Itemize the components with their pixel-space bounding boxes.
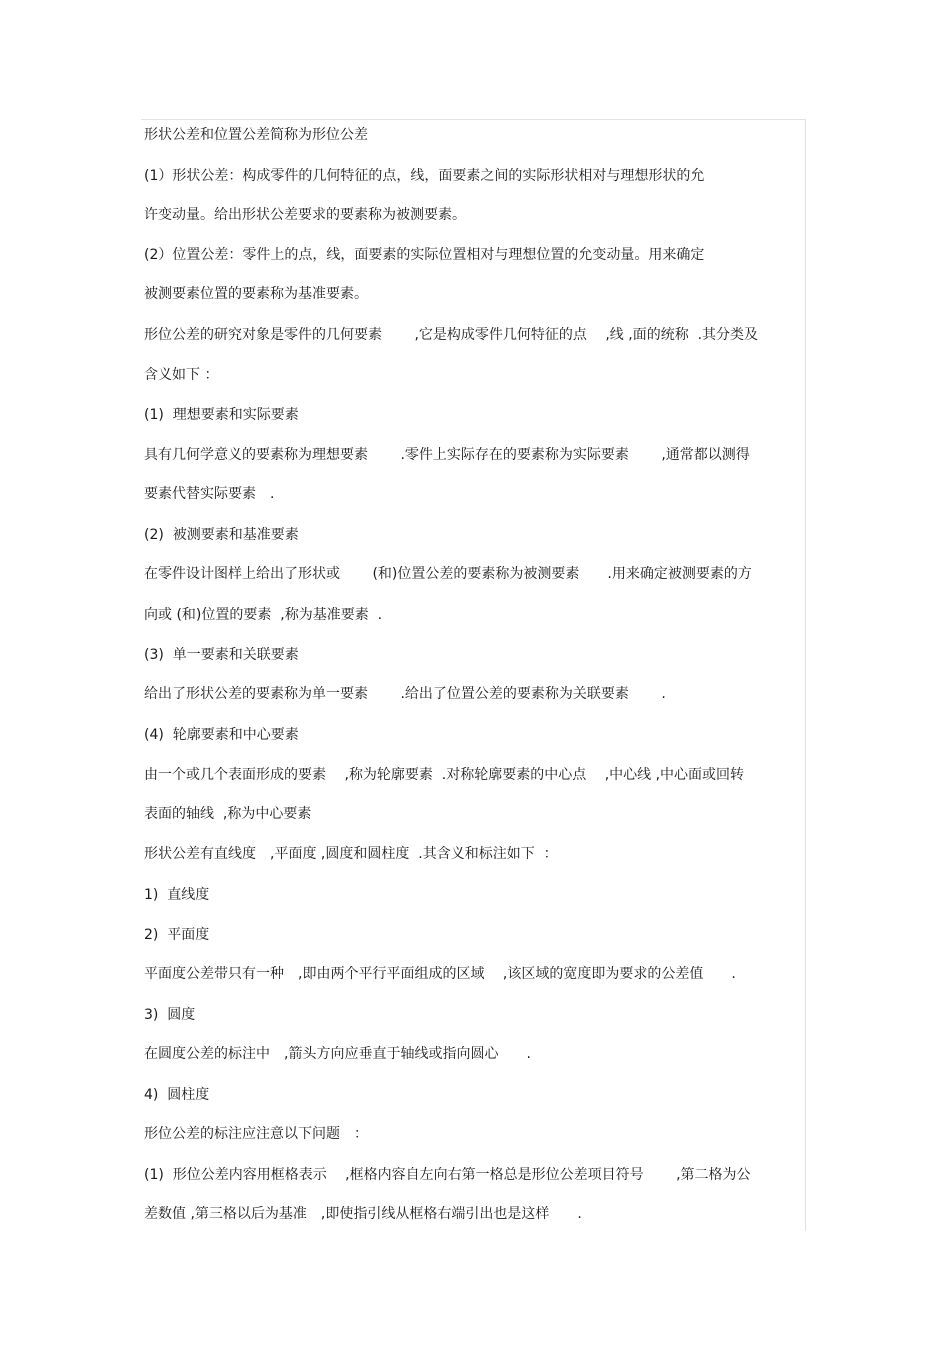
list-item: 2) 平面度 (144, 927, 210, 943)
text-line: (1）形状公差：构成零件的几何特征的点，线，面要素之间的实际形状相对与理想形状的允 (144, 168, 705, 184)
text-line: 在圆度公差的标注中 ,箭头方向应垂直于轴线或指向圆心 . (144, 1046, 531, 1062)
text-line: 形位公差的研究对象是零件的几何要素 ,它是构成零件几何特征的点 ,线 ,面的统称 .其分类及 (144, 327, 759, 343)
text-line: 形状公差有直线度 ,平面度 ,圆度和圆柱度 .其含义和标注如下 ： (144, 846, 558, 862)
section-heading: (4) 轮廓要素和中心要素 (144, 727, 299, 743)
text-line: 具有几何学意义的要素称为理想要素 .零件上实际存在的要素称为实际要素 ,通常都以测得 (144, 447, 750, 463)
text-line: 许变动量。给出形状公差要求的要素称为被测要素。 (144, 207, 466, 223)
section-heading: (1) 理想要素和实际要素 (144, 407, 299, 423)
text-line: 表面的轴线 ,称为中心要素 (144, 806, 312, 822)
text-line: 含义如下 ： (144, 367, 219, 383)
text-line: 被测要素位置的要素称为基准要素。 (144, 286, 368, 302)
section-heading: (3) 单一要素和关联要素 (144, 647, 299, 663)
text-line: 形位公差的标注应注意以下问题 ： (144, 1126, 368, 1142)
text-line: 给出了形状公差的要素称为单一要素 .给出了位置公差的要素称为关联要素 . (144, 686, 666, 702)
text-line: 在零件设计图样上给出了形状或 (和)位置公差的要素称为被测要素 .用来确定被测要素的方 (144, 566, 752, 582)
text-line: 差数值 ,第三格以后为基准 ,即使指引线从框格右端引出也是这样 . (144, 1206, 582, 1222)
text-line: 向或 (和)位置的要素 ,称为基准要素 . (144, 607, 383, 623)
list-item: 3) 圆度 (144, 1007, 196, 1023)
text-line: 平面度公差带只有一种 ,即由两个平行平面组成的区域 ,该区域的宽度即为要求的公差值 . (144, 966, 736, 982)
list-item: 1) 直线度 (144, 887, 210, 903)
text-line: 由一个或几个表面形成的要素 ,称为轮廓要素 .对称轮廓要素的中心点 ,中心线 ,中心面或回转 (144, 767, 745, 783)
text-line: (1) 形位公差内容用框格表示 ,框格内容自左向右第一格总是形位公差项目符号 ,第二格为公 (144, 1167, 751, 1183)
heading-line: 形状公差和位置公差简称为形位公差 (144, 127, 368, 143)
text-line: (2）位置公差：零件上的点，线，面要素的实际位置相对与理想位置的允变动量。用来确定 (144, 247, 705, 263)
section-heading: (2) 被测要素和基准要素 (144, 527, 299, 543)
list-item: 4) 圆柱度 (144, 1087, 210, 1103)
text-line: 要素代替实际要素 . (144, 486, 275, 502)
